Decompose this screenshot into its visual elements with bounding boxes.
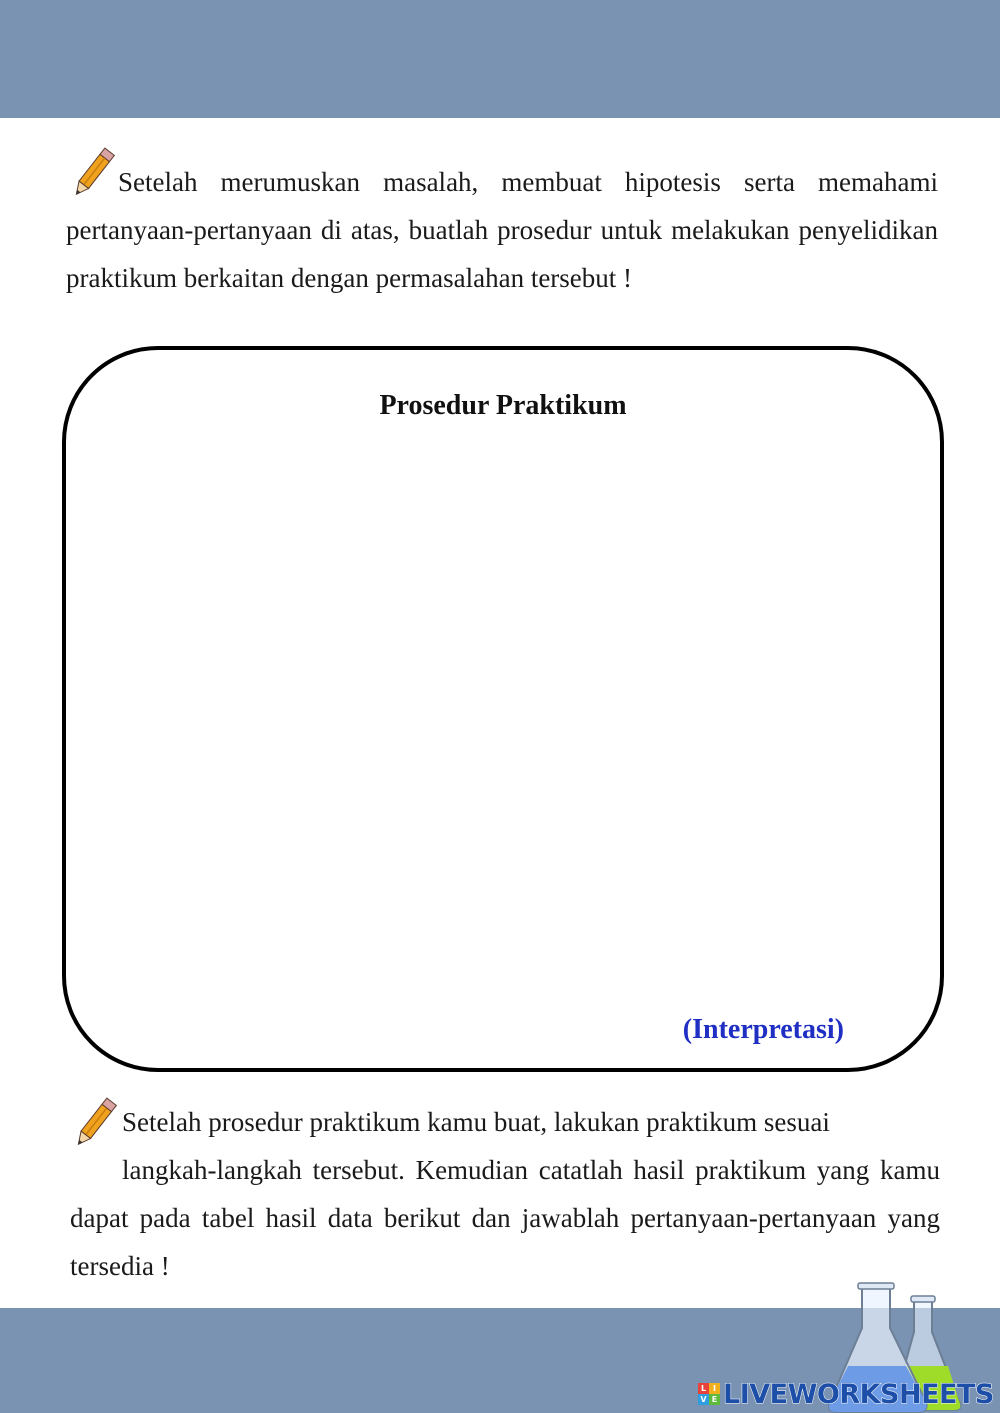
brand-name: LIVEWORKSHEETS xyxy=(723,1378,994,1410)
liveworksheets-logo-icon xyxy=(698,1383,720,1405)
box-title: Prosedur Praktikum xyxy=(379,390,627,421)
instruction-paragraph-1 xyxy=(66,158,938,302)
logo-letter: L xyxy=(698,1383,709,1394)
logo-letter: E xyxy=(709,1394,720,1405)
logo-letter: V xyxy=(698,1394,709,1405)
procedure-answer-box[interactable] xyxy=(62,346,944,1072)
instruction-text-1: Setelah merumuskan masalah, membuat hipotesis serta memahami pertanyaan-pertanyaan di atas, buatlah prosedur untuk melakukan penyelidikan praktikum berkaitan dengan permasalahan tersebut ! xyxy=(66,167,938,293)
instruction-paragraph-2 xyxy=(70,1098,940,1290)
instruction-text-2-line1: Setelah prosedur praktikum kamu buat, lakukan praktikum sesuai xyxy=(122,1107,830,1137)
interpretation-button[interactable]: (Interpretasi) xyxy=(682,1014,844,1045)
logo-letter: I xyxy=(709,1383,720,1394)
instruction-text-2-rest: langkah-langkah tersebut. Kemudian catatlah hasil praktikum yang kamu dapat pada tabel hasil data berikut dan jawablah pertanyaan-pertanyaan yang tersedia ! xyxy=(70,1155,940,1281)
liveworksheets-brand[interactable] xyxy=(698,1377,994,1411)
header-band xyxy=(0,0,1000,118)
